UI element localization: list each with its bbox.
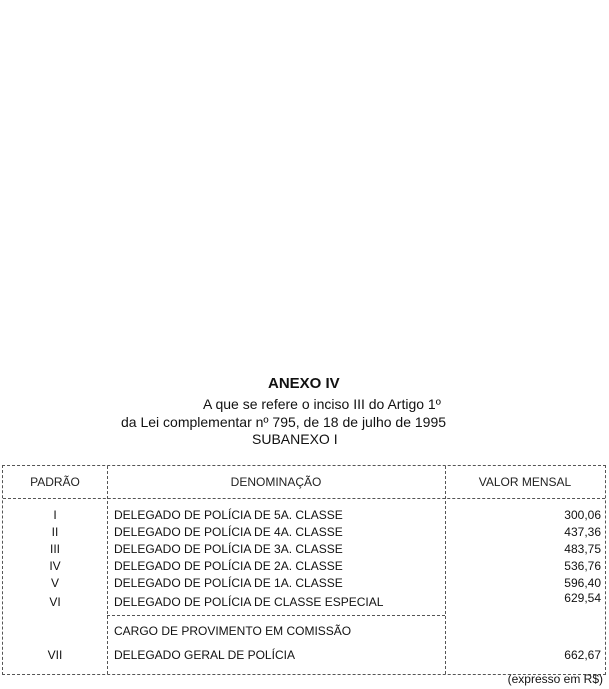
row-padrao: V xyxy=(50,576,59,590)
row-padrao: II xyxy=(51,525,59,539)
row-padrao: VI xyxy=(49,595,61,609)
row-denominacao: DELEGADO DE POLÍCIA DE 3A. CLASSE xyxy=(114,542,343,556)
row-padrao: I xyxy=(53,508,57,522)
commission-section-label: CARGO DE PROVIMENTO EM COMISSÃO xyxy=(114,624,352,638)
row-valor: 662,67 xyxy=(564,648,601,662)
row-denominacao: DELEGADO DE POLÍCIA DE 4A. CLASSE xyxy=(114,525,343,539)
annex-reference-line: A que se refere o inciso III do Artigo 1º xyxy=(203,396,441,412)
currency-note: (expresso em R$) xyxy=(507,672,603,686)
row-valor: 300,06 xyxy=(564,508,601,522)
col-header-valor: VALOR MENSAL xyxy=(478,475,572,489)
row-valor: 437,36 xyxy=(564,525,601,539)
row-valor: 596,40 xyxy=(564,576,601,590)
subannex-title: SUBANEXO I xyxy=(252,431,338,447)
row-denominacao: DELEGADO GERAL DE POLÍCIA xyxy=(114,648,295,662)
annex-title: ANEXO IV xyxy=(268,375,340,392)
row-padrao: III xyxy=(49,542,60,556)
col-header-denominacao: DENOMINAÇÃO xyxy=(230,475,322,489)
salary-table xyxy=(2,465,606,675)
row-valor: 483,75 xyxy=(564,542,601,556)
section-divider xyxy=(107,615,445,616)
row-denominacao: DELEGADO DE POLÍCIA DE CLASSE ESPECIAL xyxy=(114,595,384,609)
row-denominacao: DELEGADO DE POLÍCIA DE 5A. CLASSE xyxy=(114,508,343,522)
header-divider xyxy=(3,498,605,499)
row-denominacao: DELEGADO DE POLÍCIA DE 2A. CLASSE xyxy=(114,559,343,573)
row-padrao: IV xyxy=(49,559,61,573)
row-valor: 629,54 xyxy=(564,591,601,605)
row-padrao: VII xyxy=(47,648,63,662)
annex-law-line: da Lei complementar nº 795, de 18 de julho de 1995 xyxy=(121,414,447,430)
row-valor: 536,76 xyxy=(564,559,601,573)
col-header-padrao: PADRÃO xyxy=(30,475,80,489)
row-denominacao: DELEGADO DE POLÍCIA DE 1A. CLASSE xyxy=(114,576,343,590)
